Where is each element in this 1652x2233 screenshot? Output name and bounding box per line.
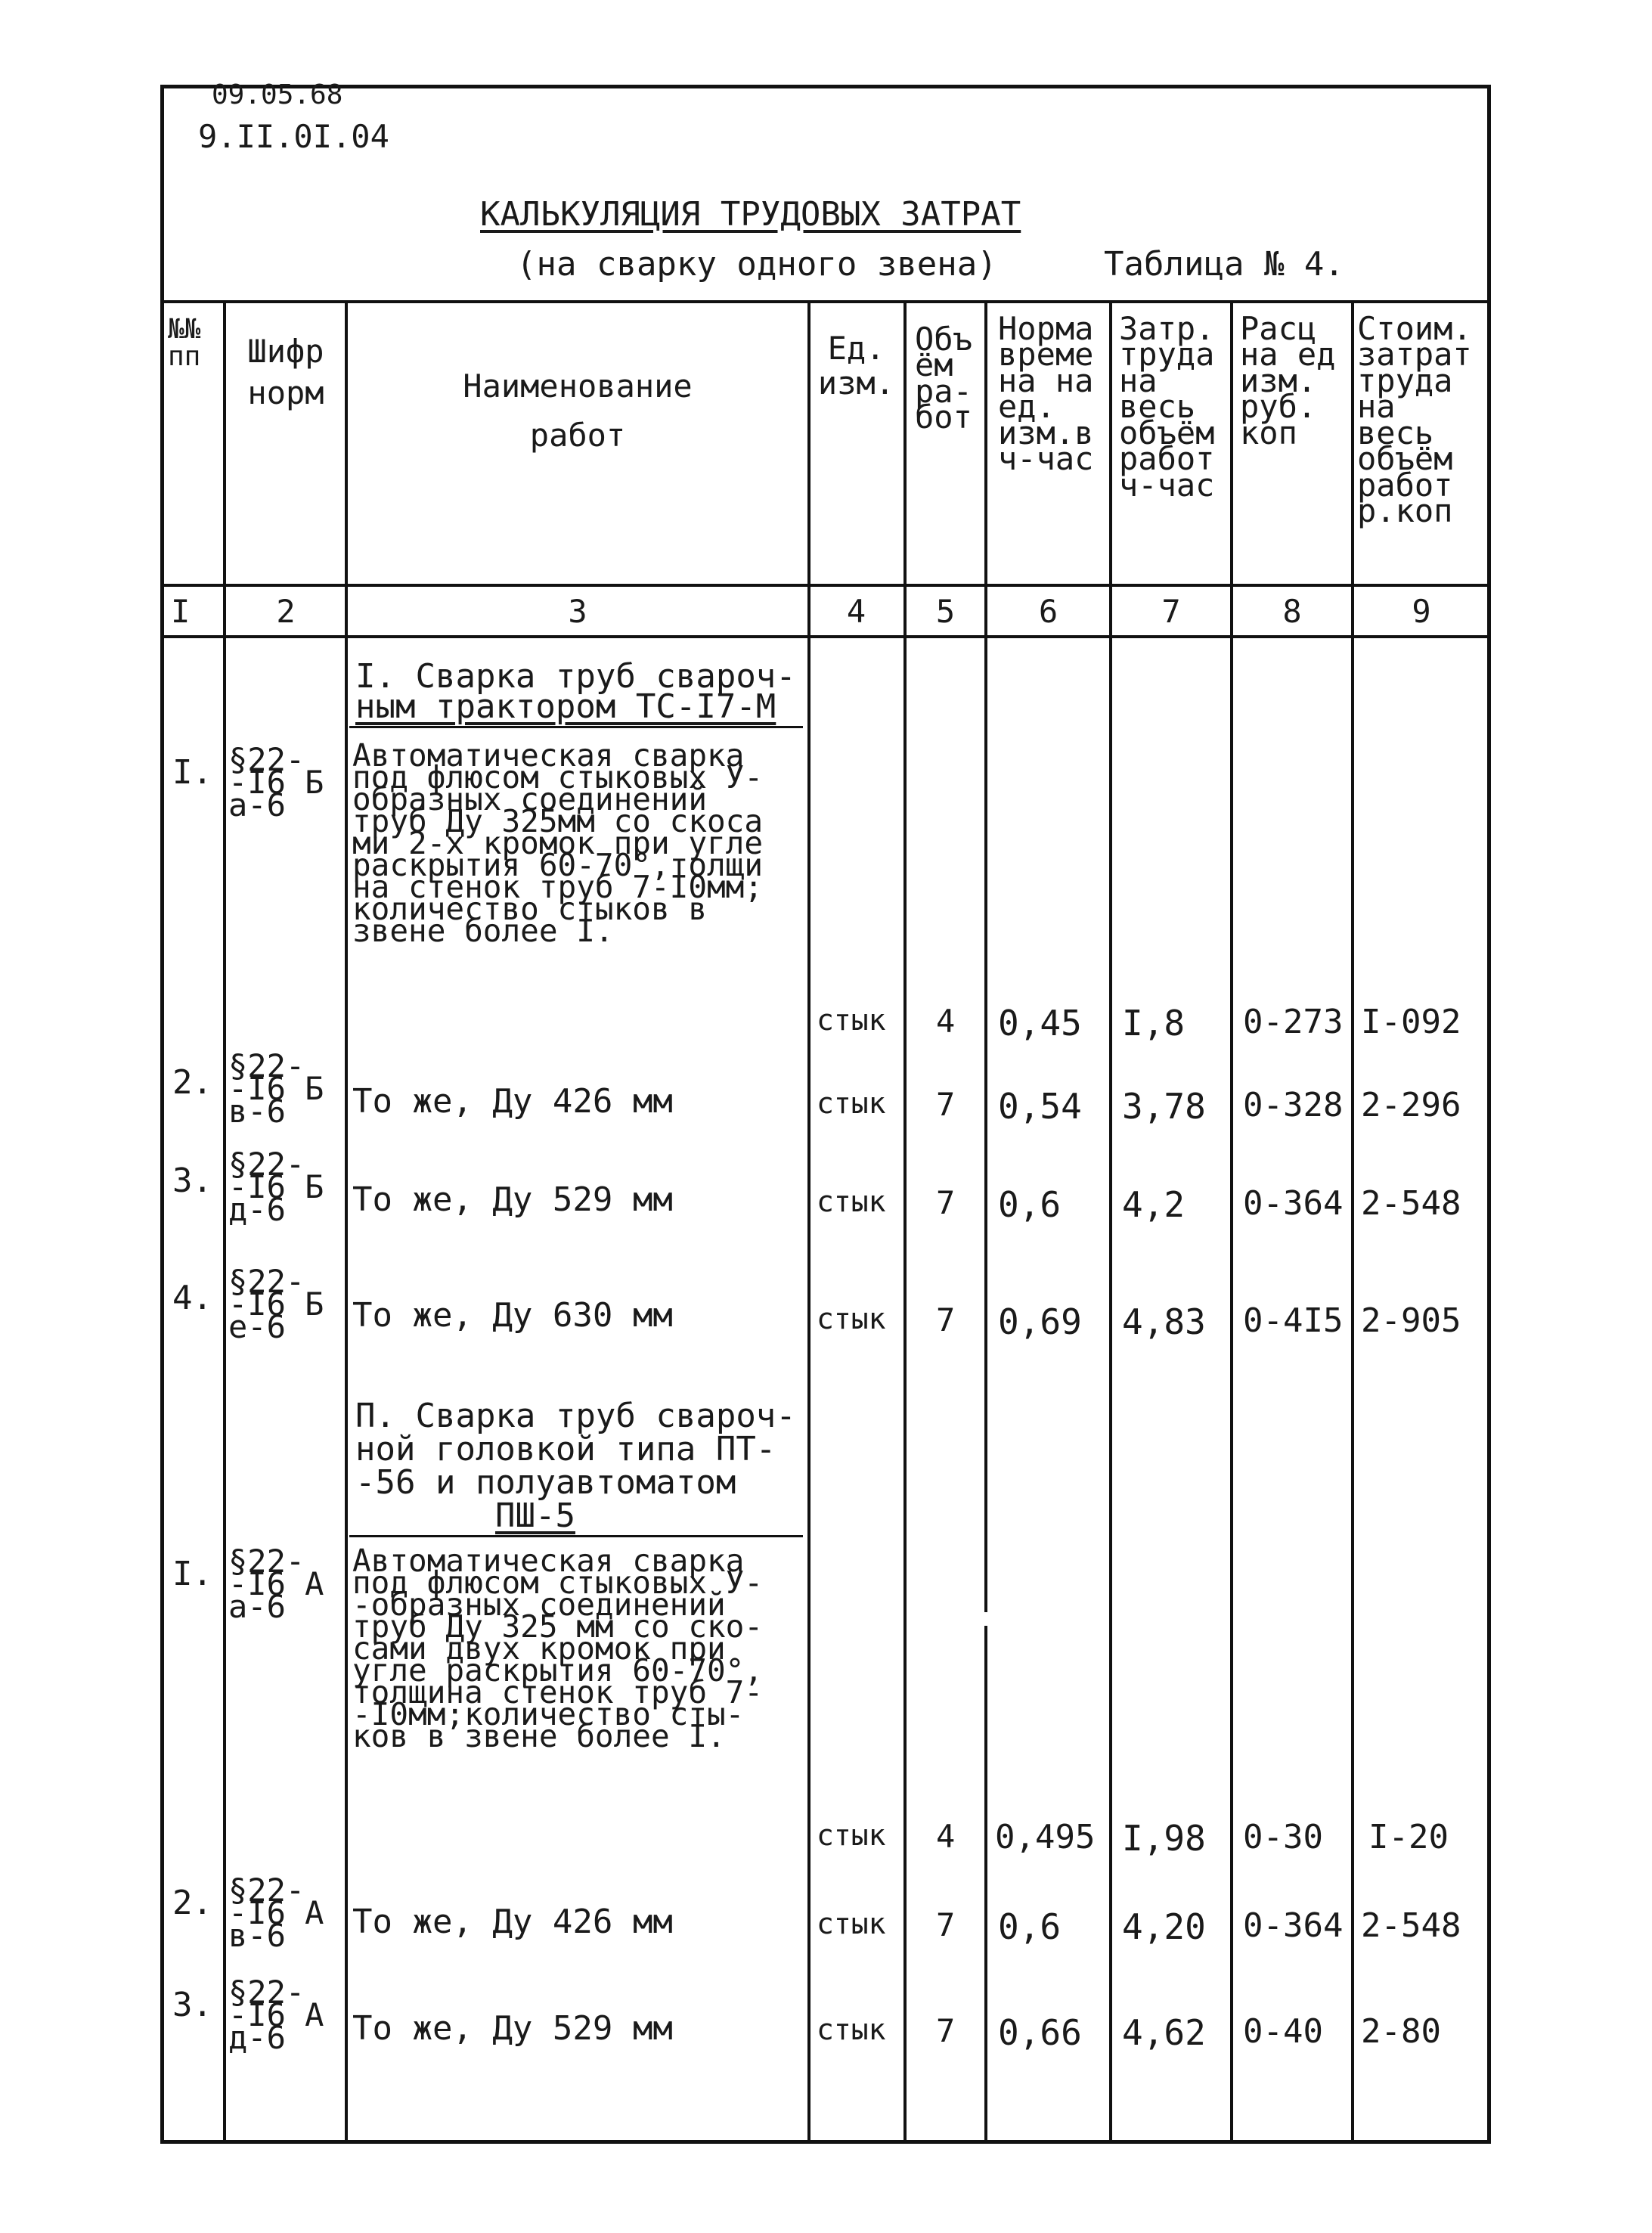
- table-number: Таблица № 4.: [1104, 245, 1344, 284]
- row-s2-2-code: §22- -I6 А в-6: [228, 1872, 324, 1955]
- row-s2-3-code: §22- -I6 А д-6: [228, 1974, 324, 2057]
- row-s2-2-norm: 0,6: [998, 1906, 1062, 1947]
- column-number-5: 5: [935, 593, 956, 630]
- column-header-rate: Расц на ед изм. руб. коп: [1240, 310, 1336, 451]
- section-1-heading-line-1: I. Сварка труб свароч-: [355, 657, 796, 696]
- document-code-top: 09.05.68: [212, 79, 343, 110]
- row-s1-1-qty: 4: [936, 1003, 956, 1040]
- column-number-6: 6: [1038, 593, 1058, 630]
- row-s2-1-labor: I,98: [1122, 1818, 1206, 1859]
- column-header-cost: Стоим. затрат труда на весь объём работ р.коп: [1357, 310, 1472, 530]
- column-header-labor: Затр. труда на весь объём работ ч-час: [1119, 310, 1215, 504]
- row-s1-1-unit: стык: [817, 1003, 886, 1037]
- table-top-border: [160, 300, 1491, 303]
- row-s1-1-desc: Автоматическая сварка под флюсом стыковых У- образных соединений труб Ду 325мм со скоса ми 2-х кромок при угле раскрытия 60-70°,толщи на стенок труб 7-I0мм; количество стыков в звене более I.: [352, 737, 764, 949]
- column-number-2: 2: [276, 593, 296, 630]
- row-s2-2-cost: 2-548: [1361, 1906, 1461, 1945]
- column-number-3: 3: [568, 593, 587, 630]
- row-s2-3-qty: 7: [936, 2012, 956, 2049]
- row-s2-2-rate: 0-364: [1243, 1906, 1344, 1945]
- column-divider-6: [1109, 300, 1112, 2144]
- row-s2-1-code: §22- -I6 А а-6: [228, 1543, 324, 1626]
- row-s1-3-desc: То же, Ду 529 мм: [352, 1180, 673, 1219]
- row-s1-4-norm: 0,69: [998, 1301, 1082, 1342]
- row-s1-2-labor: 3,78: [1122, 1086, 1206, 1127]
- header-bottom-border: [160, 584, 1491, 587]
- section-2-heading-line-1: П. Сварка труб свароч-: [355, 1397, 796, 1435]
- row-s2-1-qty: 4: [936, 1818, 956, 1855]
- row-s2-3-num: 3.: [172, 1986, 212, 2024]
- column-divider-5: [984, 300, 987, 1612]
- row-s1-4-rate: 0-4I5: [1243, 1301, 1344, 1340]
- section-2-heading-line-2: ной головкой типа ПТ-: [355, 1430, 776, 1469]
- row-s1-3-cost: 2-548: [1361, 1184, 1461, 1223]
- row-s1-2-code: §22- -I6 Б в-6: [228, 1047, 324, 1130]
- section-1-heading-line-2: ным трактором ТС-I7-М: [355, 687, 776, 726]
- column-header-volume: Объ ём ра- бот: [915, 321, 972, 436]
- row-s1-3-code: §22- -I6 Б д-6: [228, 1146, 324, 1229]
- column-number-8: 8: [1282, 593, 1302, 630]
- column-divider-8: [1351, 300, 1354, 2144]
- section-2-heading-line-3: -56 и полуавтоматом: [355, 1463, 736, 1502]
- row-s1-3-rate: 0-364: [1243, 1184, 1344, 1223]
- section-1-divider: [349, 726, 803, 728]
- column-header-name: Наименование работ: [463, 368, 693, 454]
- column-number-4: 4: [846, 593, 866, 630]
- row-s2-1-desc: Автоматическая сварка под флюсом стыковых У- -образных соединений труб Ду 325 мм со ско- сами двух кромок при угле раскрытия 60-70°, толщина стенок труб 7- -I0мм;количество сты- ков в звене более I.: [352, 1543, 764, 1754]
- section-2-divider: [349, 1535, 803, 1537]
- row-s1-2-qty: 7: [936, 1086, 956, 1123]
- column-header-code: Шифр норм: [247, 333, 324, 411]
- row-s1-2-num: 2.: [172, 1063, 212, 1102]
- row-s2-1-unit: стык: [817, 1819, 886, 1852]
- row-s1-3-num: 3.: [172, 1161, 212, 1200]
- row-s2-1-norm: 0,495: [995, 1818, 1096, 1856]
- column-divider-7: [1230, 300, 1233, 2144]
- row-s1-1-rate: 0-273: [1243, 1003, 1344, 1041]
- row-s2-1-cost: I-20: [1368, 1818, 1449, 1856]
- row-s2-3-rate: 0-40: [1243, 2012, 1323, 2051]
- document-title: КАЛЬКУЛЯЦИЯ ТРУДОВЫХ ЗАТРАТ: [480, 195, 1021, 234]
- column-divider-1: [223, 300, 226, 2144]
- row-s2-3-desc: То же, Ду 529 мм: [352, 2009, 673, 2048]
- column-number-7: 7: [1161, 593, 1181, 630]
- column-divider-4: [903, 300, 907, 2144]
- row-s1-4-cost: 2-905: [1361, 1301, 1461, 1340]
- row-s1-2-unit: стык: [817, 1087, 886, 1120]
- document-subtitle: (на сварку одного звена): [516, 245, 997, 284]
- row-s2-2-desc: То же, Ду 426 мм: [352, 1903, 673, 1941]
- column-header-num: №№ пп: [168, 314, 201, 372]
- row-s1-1-labor: I,8: [1122, 1003, 1186, 1044]
- document-code: 9.II.0I.04: [198, 118, 389, 155]
- row-s2-1-num: I.: [172, 1555, 212, 1593]
- row-s2-3-norm: 0,66: [998, 2012, 1082, 2053]
- section-2-heading-line-4: ПШ-5: [495, 1496, 575, 1535]
- row-s1-4-unit: стык: [817, 1302, 886, 1335]
- number-row-bottom-border: [160, 635, 1491, 638]
- row-s2-2-labor: 4,20: [1122, 1906, 1206, 1947]
- column-divider-2: [345, 300, 348, 2144]
- row-s1-2-norm: 0,54: [998, 1086, 1082, 1127]
- column-divider-5b: [984, 1626, 987, 2144]
- row-s1-1-num: I.: [172, 753, 212, 792]
- row-s1-3-labor: 4,2: [1122, 1184, 1186, 1225]
- row-s2-2-num: 2.: [172, 1884, 212, 1922]
- row-s1-3-unit: стык: [817, 1185, 886, 1218]
- row-s1-1-code: §22- -I6 Б а-6: [228, 741, 324, 824]
- row-s2-2-unit: стык: [817, 1907, 886, 1940]
- column-header-unit: Ед. изм.: [817, 330, 895, 402]
- row-s1-4-num: 4.: [172, 1279, 212, 1317]
- row-s1-4-labor: 4,83: [1122, 1301, 1206, 1342]
- column-divider-3: [807, 300, 811, 2144]
- row-s1-1-norm: 0,45: [998, 1003, 1082, 1044]
- row-s1-4-desc: То же, Ду 630 мм: [352, 1296, 673, 1335]
- row-s2-3-labor: 4,62: [1122, 2012, 1206, 2053]
- row-s2-3-unit: стык: [817, 2013, 886, 2046]
- column-number-9: 9: [1412, 593, 1431, 630]
- row-s1-2-rate: 0-328: [1243, 1086, 1344, 1124]
- row-s2-2-qty: 7: [936, 1906, 956, 1943]
- row-s1-4-code: §22- -I6 Б е-6: [228, 1263, 324, 1346]
- row-s1-4-qty: 7: [936, 1301, 956, 1338]
- row-s1-1-cost: I-092: [1361, 1003, 1461, 1041]
- row-s1-3-norm: 0,6: [998, 1184, 1062, 1225]
- row-s1-3-qty: 7: [936, 1184, 956, 1221]
- column-header-norm: Норма време на на ед. изм.в ч-час: [998, 310, 1094, 478]
- row-s1-2-desc: То же, Ду 426 мм: [352, 1082, 673, 1121]
- row-s2-3-cost: 2-80: [1361, 2012, 1441, 2051]
- row-s2-1-rate: 0-30: [1243, 1818, 1323, 1856]
- column-number-1: I: [171, 593, 191, 630]
- row-s1-2-cost: 2-296: [1361, 1086, 1461, 1124]
